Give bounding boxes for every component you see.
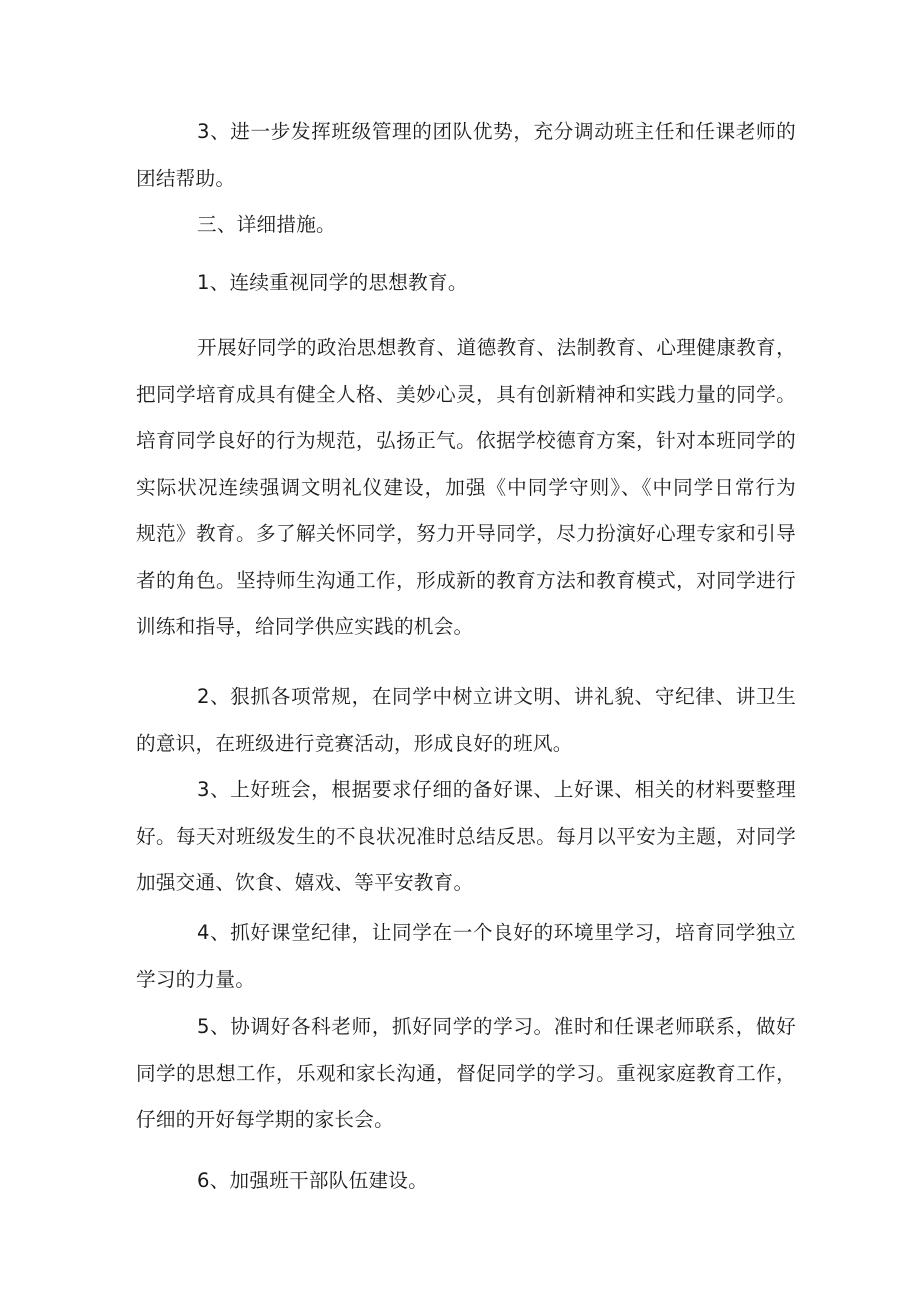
text-line: 6、加强班干部队伍建设。 [197,1169,428,1192]
text-line: 者的角色。坚持师生沟通工作，形成新的教育方法和教育模式，对同学进行 [136,568,796,592]
paragraph-routine-rules [136,674,796,767]
paragraph-thought-education-heading [136,260,796,307]
text-line: 3、进一步发挥班级管理的团队优势，充分调动班主任和任课老师的 [197,120,796,143]
paragraph-team-advantage [136,109,796,202]
text-line: 团结帮助。 [136,166,236,190]
text-line: 的意识，在班级进行竞赛活动，形成良好的班风。 [136,731,573,755]
text-line: 同学的思想工作，乐观和家长沟通，督促同学的学习。重视家庭教育工作， [136,1061,796,1085]
text-line: 仔细的开好每学期的家长会。 [136,1108,394,1131]
paragraph-class-cadre [136,1158,796,1205]
text-line: 学习的力量。 [136,967,256,991]
text-line: 3、上好班会，根据要求仔细的备好课、上好课、相关的材料要整理 [197,778,796,801]
paragraph-classroom-discipline [136,910,796,1003]
text-line: 把同学培育成具有健全人格、美妙心灵，具有创新精神和实践力量的同学。 [136,382,796,406]
paragraph-teacher-coordination [136,1004,796,1144]
text-line: 1、连续重视同学的思想教育。 [197,271,468,294]
paragraph-thought-education-body [136,325,796,651]
text-line: 培育同学良好的行为规范，弘扬正气。依据学校德育方案，针对本班同学的 [136,429,796,452]
text-line: 加强交通、饮食、嬉戏、等平安教育。 [136,871,474,894]
text-line: 5、协调好各科老师，抓好同学的学习。准时和任课老师联系，做好 [197,1015,796,1038]
text-line: 开展好同学的政治思想教育、道德教育、法制教育、心理健康教育， [197,336,796,359]
text-line: 实际状况连续强调文明礼仪建设，加强《中同学守则》、《中同学日常行为 [136,475,796,499]
text-line: 规范》教育。多了解关怀同学，努力开导同学，尽力扮演好心理专家和引导 [136,522,796,545]
text-line: 三、详细措施。 [197,213,336,236]
text-line: 2、狠抓各项常规，在同学中树立讲文明、讲礼貌、守纪律、讲卫生 [197,685,796,708]
text-line: 训练和指导，给同学供应实践的机会。 [136,615,474,638]
section-heading-measures [136,202,796,249]
text-line: 好。每天对班级发生的不良状况准时总结反思。每月以平安为主题，对同学 [136,824,796,848]
text-line: 4、抓好课堂纪律，让同学在一个良好的环境里学习，培育同学独立 [197,921,796,944]
paragraph-class-meeting [136,767,796,907]
